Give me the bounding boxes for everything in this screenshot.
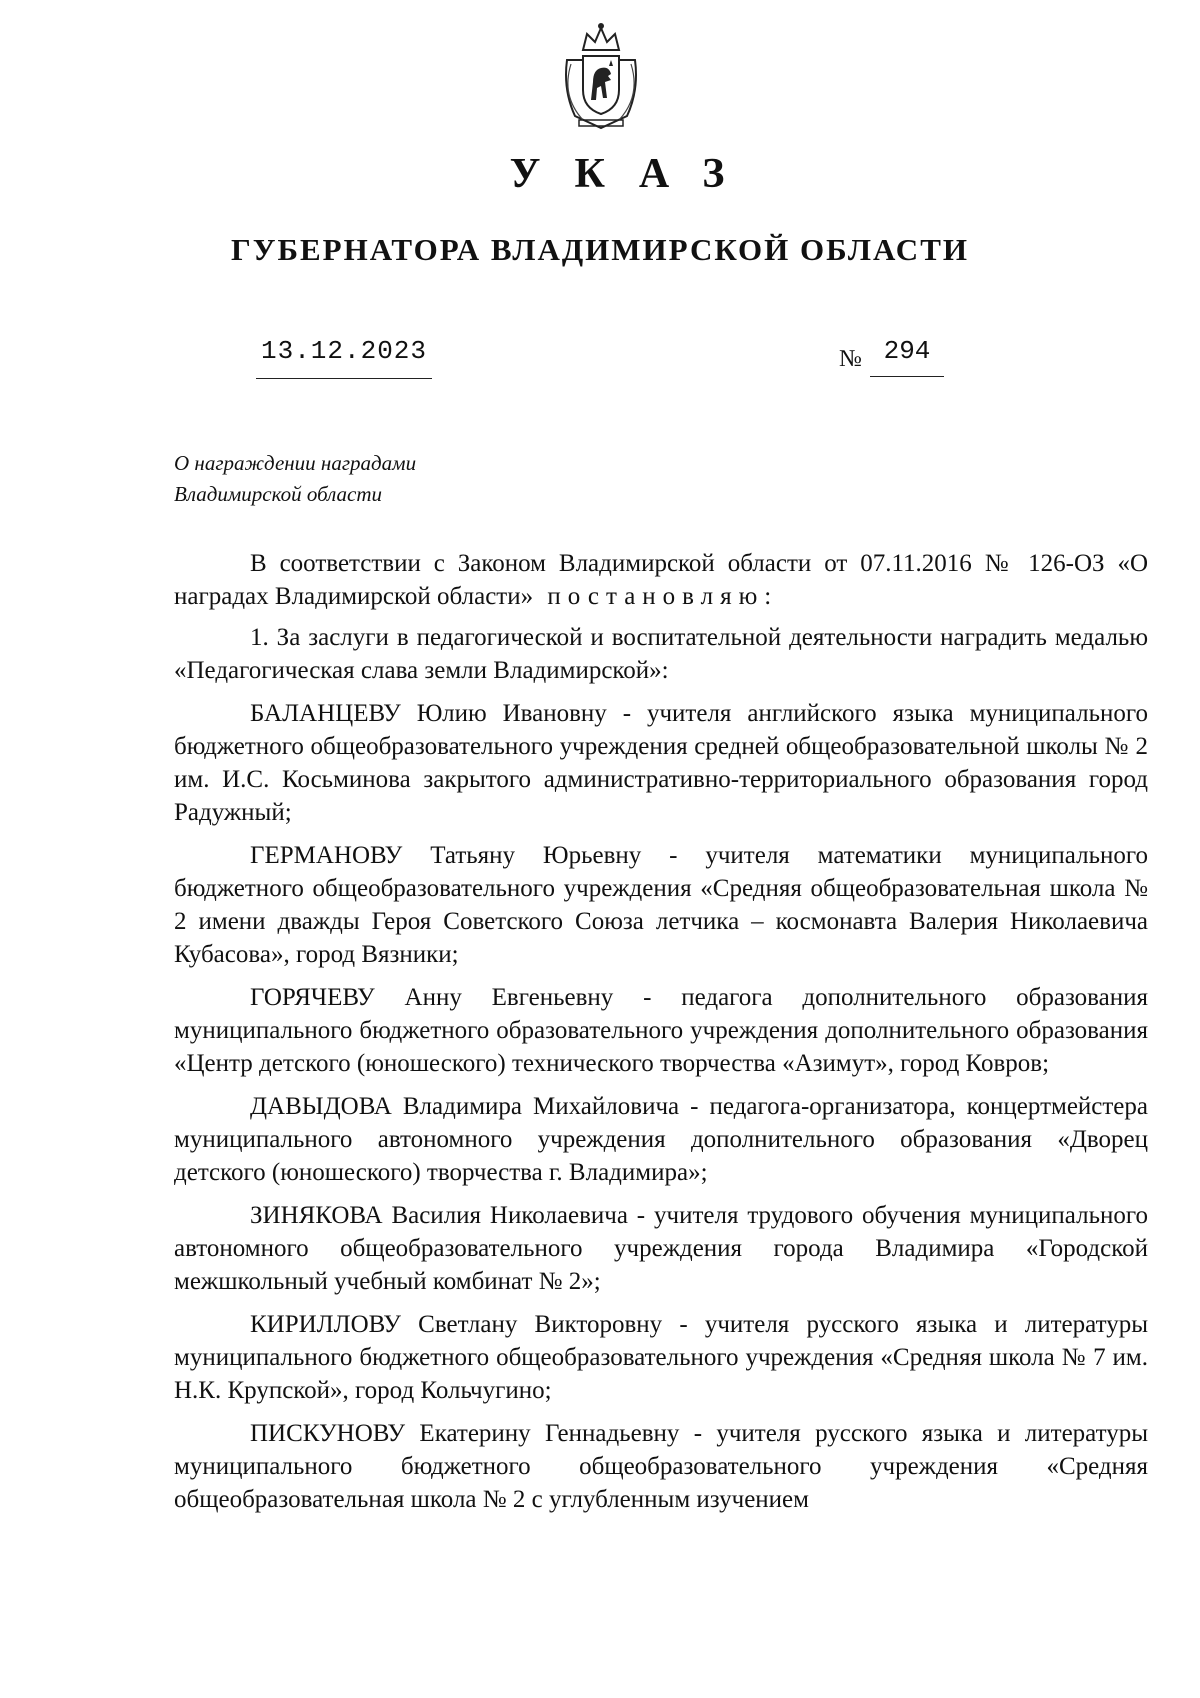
- awardee-name: ГОРЯЧЕВУ Анну Евгеньевну: [250, 984, 614, 1011]
- preamble-text: В соответствии с Законом Владимирской области от 07.11.2016 № 126-ОЗ «О наградах Владимирской области»: [174, 550, 1148, 610]
- decree-word: постановляю:: [547, 583, 779, 610]
- document-title: УКАЗ: [509, 151, 759, 197]
- preamble-paragraph: [174, 547, 1148, 613]
- decree-subject: [174, 448, 416, 510]
- date-underline: [256, 378, 432, 379]
- clause-paragraph: 1. За заслуги в педагогической и воспитательной деятельности наградить медалью «Педагогическая слава земли Владимирской»:: [174, 624, 1148, 684]
- decree-number: 294: [883, 336, 931, 366]
- awardee-description: - учителя математики муниципального бюджетного общеобразовательного учреждения «Средняя общеобразовательная школа № 2 имени дважды Героя Советского Союза летчика – космонавта Валерия Николаевича Кубасова», город Вязники;: [174, 842, 1148, 968]
- awardee-description: - педагога-организатора, концертмейстера муниципального автономного учреждения дополнительного образования «Дворец детского (юношеского) творчества г. Владимира»;: [174, 1093, 1149, 1186]
- awardee-name: КИРИЛЛОВУ Светлану Викторовну: [250, 1311, 663, 1338]
- awardee-paragraph: [174, 697, 1148, 829]
- awardee-name: ДАВЫДОВА Владимира Михайловича: [250, 1093, 680, 1120]
- awardee-paragraph: [174, 1090, 1148, 1189]
- awardee-paragraph: [174, 1417, 1148, 1516]
- number-underline: [870, 376, 944, 377]
- awardee-description: - учителя русского языка и литературы муниципального бюджетного общеобразовательного учреждения «Средняя школа № 7 им. Н.К. Крупской», город Кольчугино;: [174, 1311, 1148, 1404]
- number-sign: №: [839, 346, 862, 372]
- awardee-paragraph: [174, 981, 1148, 1080]
- awardee-description: - педагога дополнительного образования муниципального бюджетного образовательного учреждения дополнительного образования «Центр детского (юношеского) технического творчества «Азимут», город Ковров;: [174, 984, 1148, 1077]
- awardee-name: БАЛАНЦЕВУ Юлию Ивановну: [250, 700, 607, 727]
- awardee-description: - учителя английского языка муниципального бюджетного общеобразовательного учреждения средней общеобразовательной школы № 2 им. И.С. Косьминова закрытого административно-территориального образования город Радужный;: [174, 700, 1148, 826]
- decree-body: [174, 547, 1148, 1526]
- awardee-description: - учителя русского языка и литературы муниципального бюджетного общеобразовательного учреждения «Средняя общеобразовательная школа № 2 с углубленным изучением: [174, 1420, 1149, 1513]
- decree-date: 13.12.2023: [260, 336, 428, 366]
- awardee-paragraph: [174, 1199, 1148, 1298]
- awardee-name: ЗИНЯКОВА Василия Николаевича: [250, 1202, 628, 1229]
- awardee-paragraph: [174, 839, 1148, 971]
- document-subtitle: ГУБЕРНАТОРА ВЛАДИМИРСКОЙ ОБЛАСТИ: [231, 232, 969, 267]
- awardee-name: ГЕРМАНОВУ Татьяну Юрьевну: [250, 842, 642, 869]
- subject-line: Владимирской области: [174, 482, 383, 506]
- awardee-description: - учителя трудового обучения муниципального автономного общеобразовательного учреждения города Владимира «Городской межшкольный учебный комбинат № 2»;: [174, 1202, 1148, 1295]
- coat-of-arms-icon: [553, 20, 649, 132]
- subject-line: О награждении наградами: [174, 451, 417, 475]
- awardee-name: ПИСКУНОВУ Екатерину Геннадьевну: [250, 1420, 680, 1447]
- awardee-paragraph: [174, 1308, 1148, 1407]
